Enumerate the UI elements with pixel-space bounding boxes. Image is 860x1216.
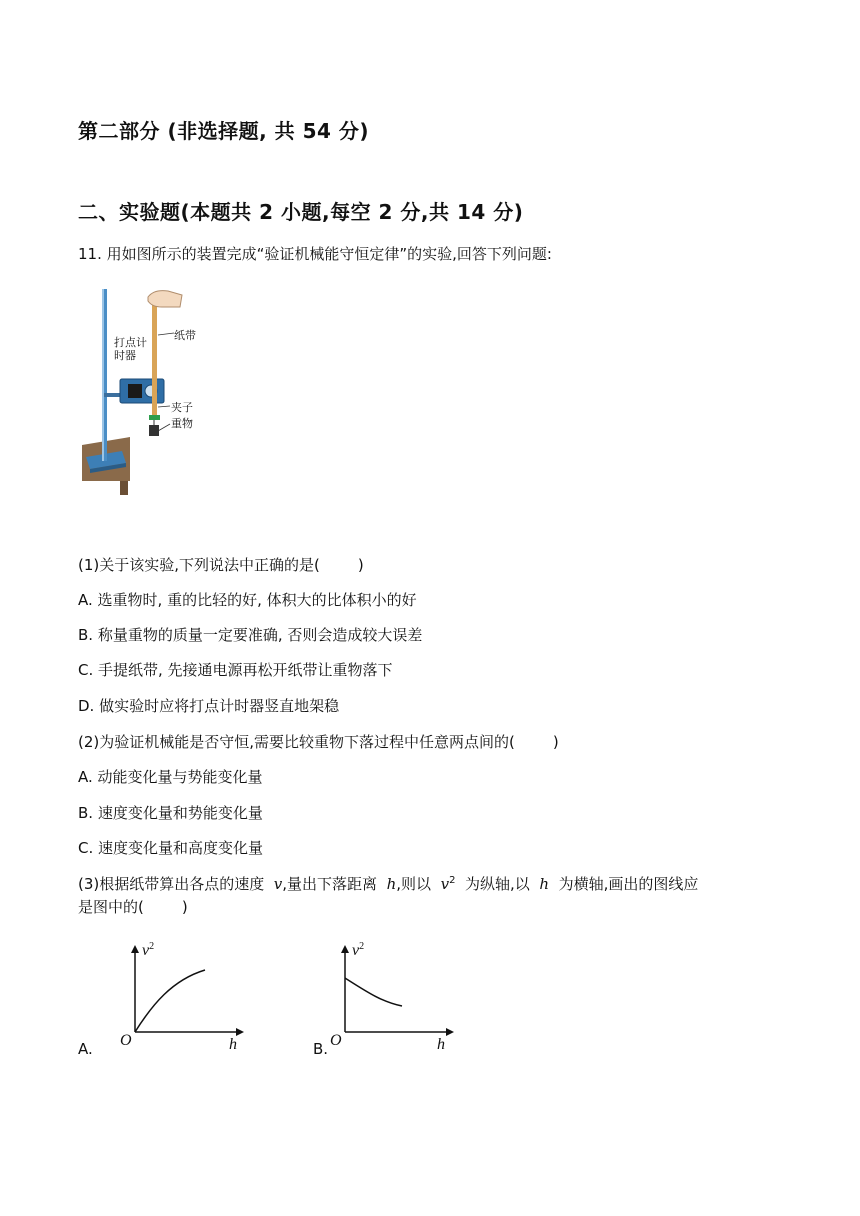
option-2b: B. 速度变化量和势能变化量 xyxy=(78,804,263,822)
section-title: 二、实验题(本题共 2 小题,每空 2 分,共 14 分) xyxy=(78,200,524,224)
var-v-squared: v xyxy=(440,875,450,893)
graph-a-y-exp: 2 xyxy=(149,941,155,952)
question-11-1-paren: ) xyxy=(357,556,364,574)
graph-a-curve xyxy=(135,970,205,1032)
q3-text-6: 是图中的( xyxy=(78,898,144,916)
graph-b-x-label: h xyxy=(437,1036,445,1053)
apparatus-figure xyxy=(78,285,208,500)
question-11-2-text: (2)为验证机械能是否守恒,需要比较重物下落过程中任意两点间的( xyxy=(78,733,515,751)
graph-b-label: B. xyxy=(313,1040,329,1058)
graph-b-y-label xyxy=(352,942,364,960)
question-11-2-paren: ) xyxy=(552,733,559,751)
option-2a: A. 动能变化量与势能变化量 xyxy=(78,768,263,786)
tape-label: 纸带 xyxy=(174,329,196,342)
option-1d: D. 做实验时应将打点计时器竖直地架稳 xyxy=(78,697,340,715)
question-11-3-line2 xyxy=(78,897,188,917)
graph-b-y-var: v xyxy=(352,942,360,959)
clip-label: 夹子 xyxy=(171,401,193,414)
timer-label-line2: 时器 xyxy=(114,349,136,362)
question-11-3-paren: ) xyxy=(181,898,188,916)
graph-b xyxy=(322,940,462,1055)
q3-text-3: ,则以 xyxy=(396,875,432,893)
option-1a: A. 选重物时, 重的比轻的好, 体积大的比体积小的好 xyxy=(78,591,417,609)
question-11-stem: 11. 用如图所示的装置完成“验证机械能守恒定律”的实验,回答下列问题: xyxy=(78,245,552,263)
graph-a-x-label: h xyxy=(229,1036,237,1053)
q3-text-2: ,量出下落距离 xyxy=(282,875,378,893)
part-title: 第二部分 (非选择题, 共 54 分) xyxy=(78,119,370,143)
graph-b-curve xyxy=(345,978,402,1006)
var-v: v xyxy=(273,875,283,893)
q3-text-5: 为横轴,画出的图线应 xyxy=(558,875,699,893)
timer-label-line1: 打点计 xyxy=(114,336,147,349)
question-11-1-text: (1)关于该实验,下列说法中正确的是( xyxy=(78,556,320,574)
q3-text-4: 为纵轴,以 xyxy=(465,875,530,893)
graph-a-label: A. xyxy=(78,1040,93,1058)
timer-label xyxy=(114,336,147,362)
weight-label: 重物 xyxy=(171,417,193,430)
option-1b: B. 称量重物的质量一定要准确, 否则会造成较大误差 xyxy=(78,626,423,644)
var-h-2: h xyxy=(539,875,550,893)
graph-b-y-exp: 2 xyxy=(359,941,365,952)
option-1c: C. 手提纸带, 先接通电源再松开纸带让重物落下 xyxy=(78,661,393,679)
question-11-2 xyxy=(78,732,559,752)
option-2c: C. 速度变化量和高度变化量 xyxy=(78,839,264,857)
question-11-1 xyxy=(78,555,364,575)
question-11-3-line1 xyxy=(78,874,698,894)
q3-text-1: (3)根据纸带算出各点的速度 xyxy=(78,875,265,893)
graph-a-y-label xyxy=(142,942,154,960)
graph-a xyxy=(112,940,252,1055)
var-h: h xyxy=(386,875,397,893)
graph-b-origin: O xyxy=(330,1032,342,1049)
var-v-squared-exp: 2 xyxy=(449,875,456,886)
graph-a-origin: O xyxy=(120,1032,132,1049)
graph-a-y-var: v xyxy=(142,942,150,959)
